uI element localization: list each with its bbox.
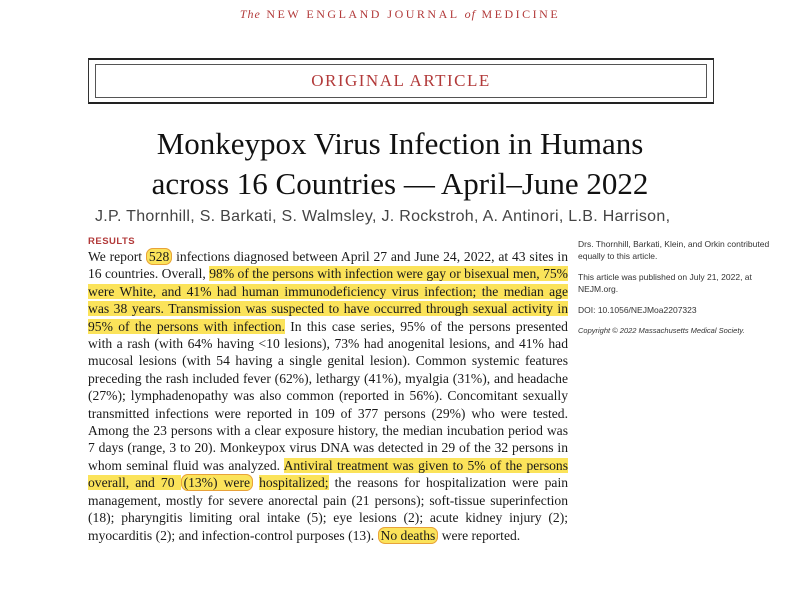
abstract-text: In this case series, 95% of the persons presented with a rash (with 64% having <10 lesions), 73% had anogenital lesions, and 41% had mucosal lesions (with 54 having a single genital lesion). Common systemic features preceding the rash included fever (62%), lethargy (41%), myalgia (31%), and headache (27%); lymphadenopathy was also common (reported in 56%). Concomitant sexually transmitted infections were reported in 109 of 377 persons (29%) who were tested. Among the 23 persons with a clear exposure history, the median incubation period was 7 days (range, 3 to 20). Monkeypox virus DNA was detected in 29 of the 32 persons in whom seminal fluid was analyzed. bbox=[88, 318, 568, 473]
copyright-note: Copyright © 2022 Massachusetts Medical Society. bbox=[578, 326, 745, 335]
highlight-case-count: 528 bbox=[146, 248, 172, 265]
article-title bbox=[0, 124, 800, 204]
contribution-note: Drs. Thornhill, Barkati, Klein, and Orkin contributed equally to this article. bbox=[578, 239, 770, 261]
results-abstract bbox=[88, 248, 568, 544]
article-type-banner bbox=[88, 58, 714, 104]
publication-note: This article was published on July 21, 2022, at NEJM.org. bbox=[578, 272, 752, 294]
abstract-text: the reasons for hospitalization were pain management, mostly for severe anorectal pain (21 persons); soft-tissue superinfection (18); pharyngitis limiting oral intake (5); eye lesions (2); acute kidney injury (2); myocarditis (2); and infection-control purposes (13). bbox=[88, 475, 569, 543]
highlight-hospitalized-percent: (13%) were bbox=[181, 474, 253, 491]
highlight-antiviral: Antiviral treatment was given to 5% of the persons overall, and 70 bbox=[88, 457, 568, 491]
journal-the: The bbox=[239, 7, 261, 21]
journal-name-part2: MEDICINE bbox=[481, 7, 561, 21]
journal-name-part1: NEW ENGLAND JOURNAL bbox=[266, 7, 460, 21]
doi-link[interactable]: DOI: 10.1056/NEJMoa2207323 bbox=[578, 305, 697, 315]
abstract-text: We report bbox=[88, 249, 146, 264]
author-list: J.P. Thornhill, S. Barkati, S. Walmsley, J. Rockstroh, A. Antinori, L.B. Harrison, bbox=[95, 208, 671, 225]
highlight-demographics: 98% of the persons with infection were gay or bisexual men, 75% were White, and 41% had human immunodeficiency virus infection; the median age was 38 years. Transmission was suspected to have occurred through sexual activity in 95% of the persons with infection. bbox=[88, 266, 568, 334]
highlight-no-deaths: No deaths bbox=[378, 527, 439, 544]
article-title-line2: across 16 Countries — April–June 2022 bbox=[151, 166, 649, 201]
abstract-text: were reported. bbox=[438, 527, 521, 543]
article-type-label: ORIGINAL ARTICLE bbox=[311, 71, 491, 90]
journal-of: of bbox=[464, 7, 476, 21]
article-type-banner-inner bbox=[95, 64, 707, 98]
abstract-text: infections diagnosed between April 27 and June 24, 2022, at 43 sites in 16 countries. Overall, bbox=[88, 249, 569, 282]
article-title-line1: Monkeypox Virus Infection in Humans bbox=[156, 126, 644, 161]
journal-masthead bbox=[0, 7, 800, 22]
results-heading: RESULTS bbox=[88, 236, 136, 247]
highlight-hospitalized: hospitalized; bbox=[259, 475, 329, 491]
article-sidebar bbox=[578, 238, 778, 346]
